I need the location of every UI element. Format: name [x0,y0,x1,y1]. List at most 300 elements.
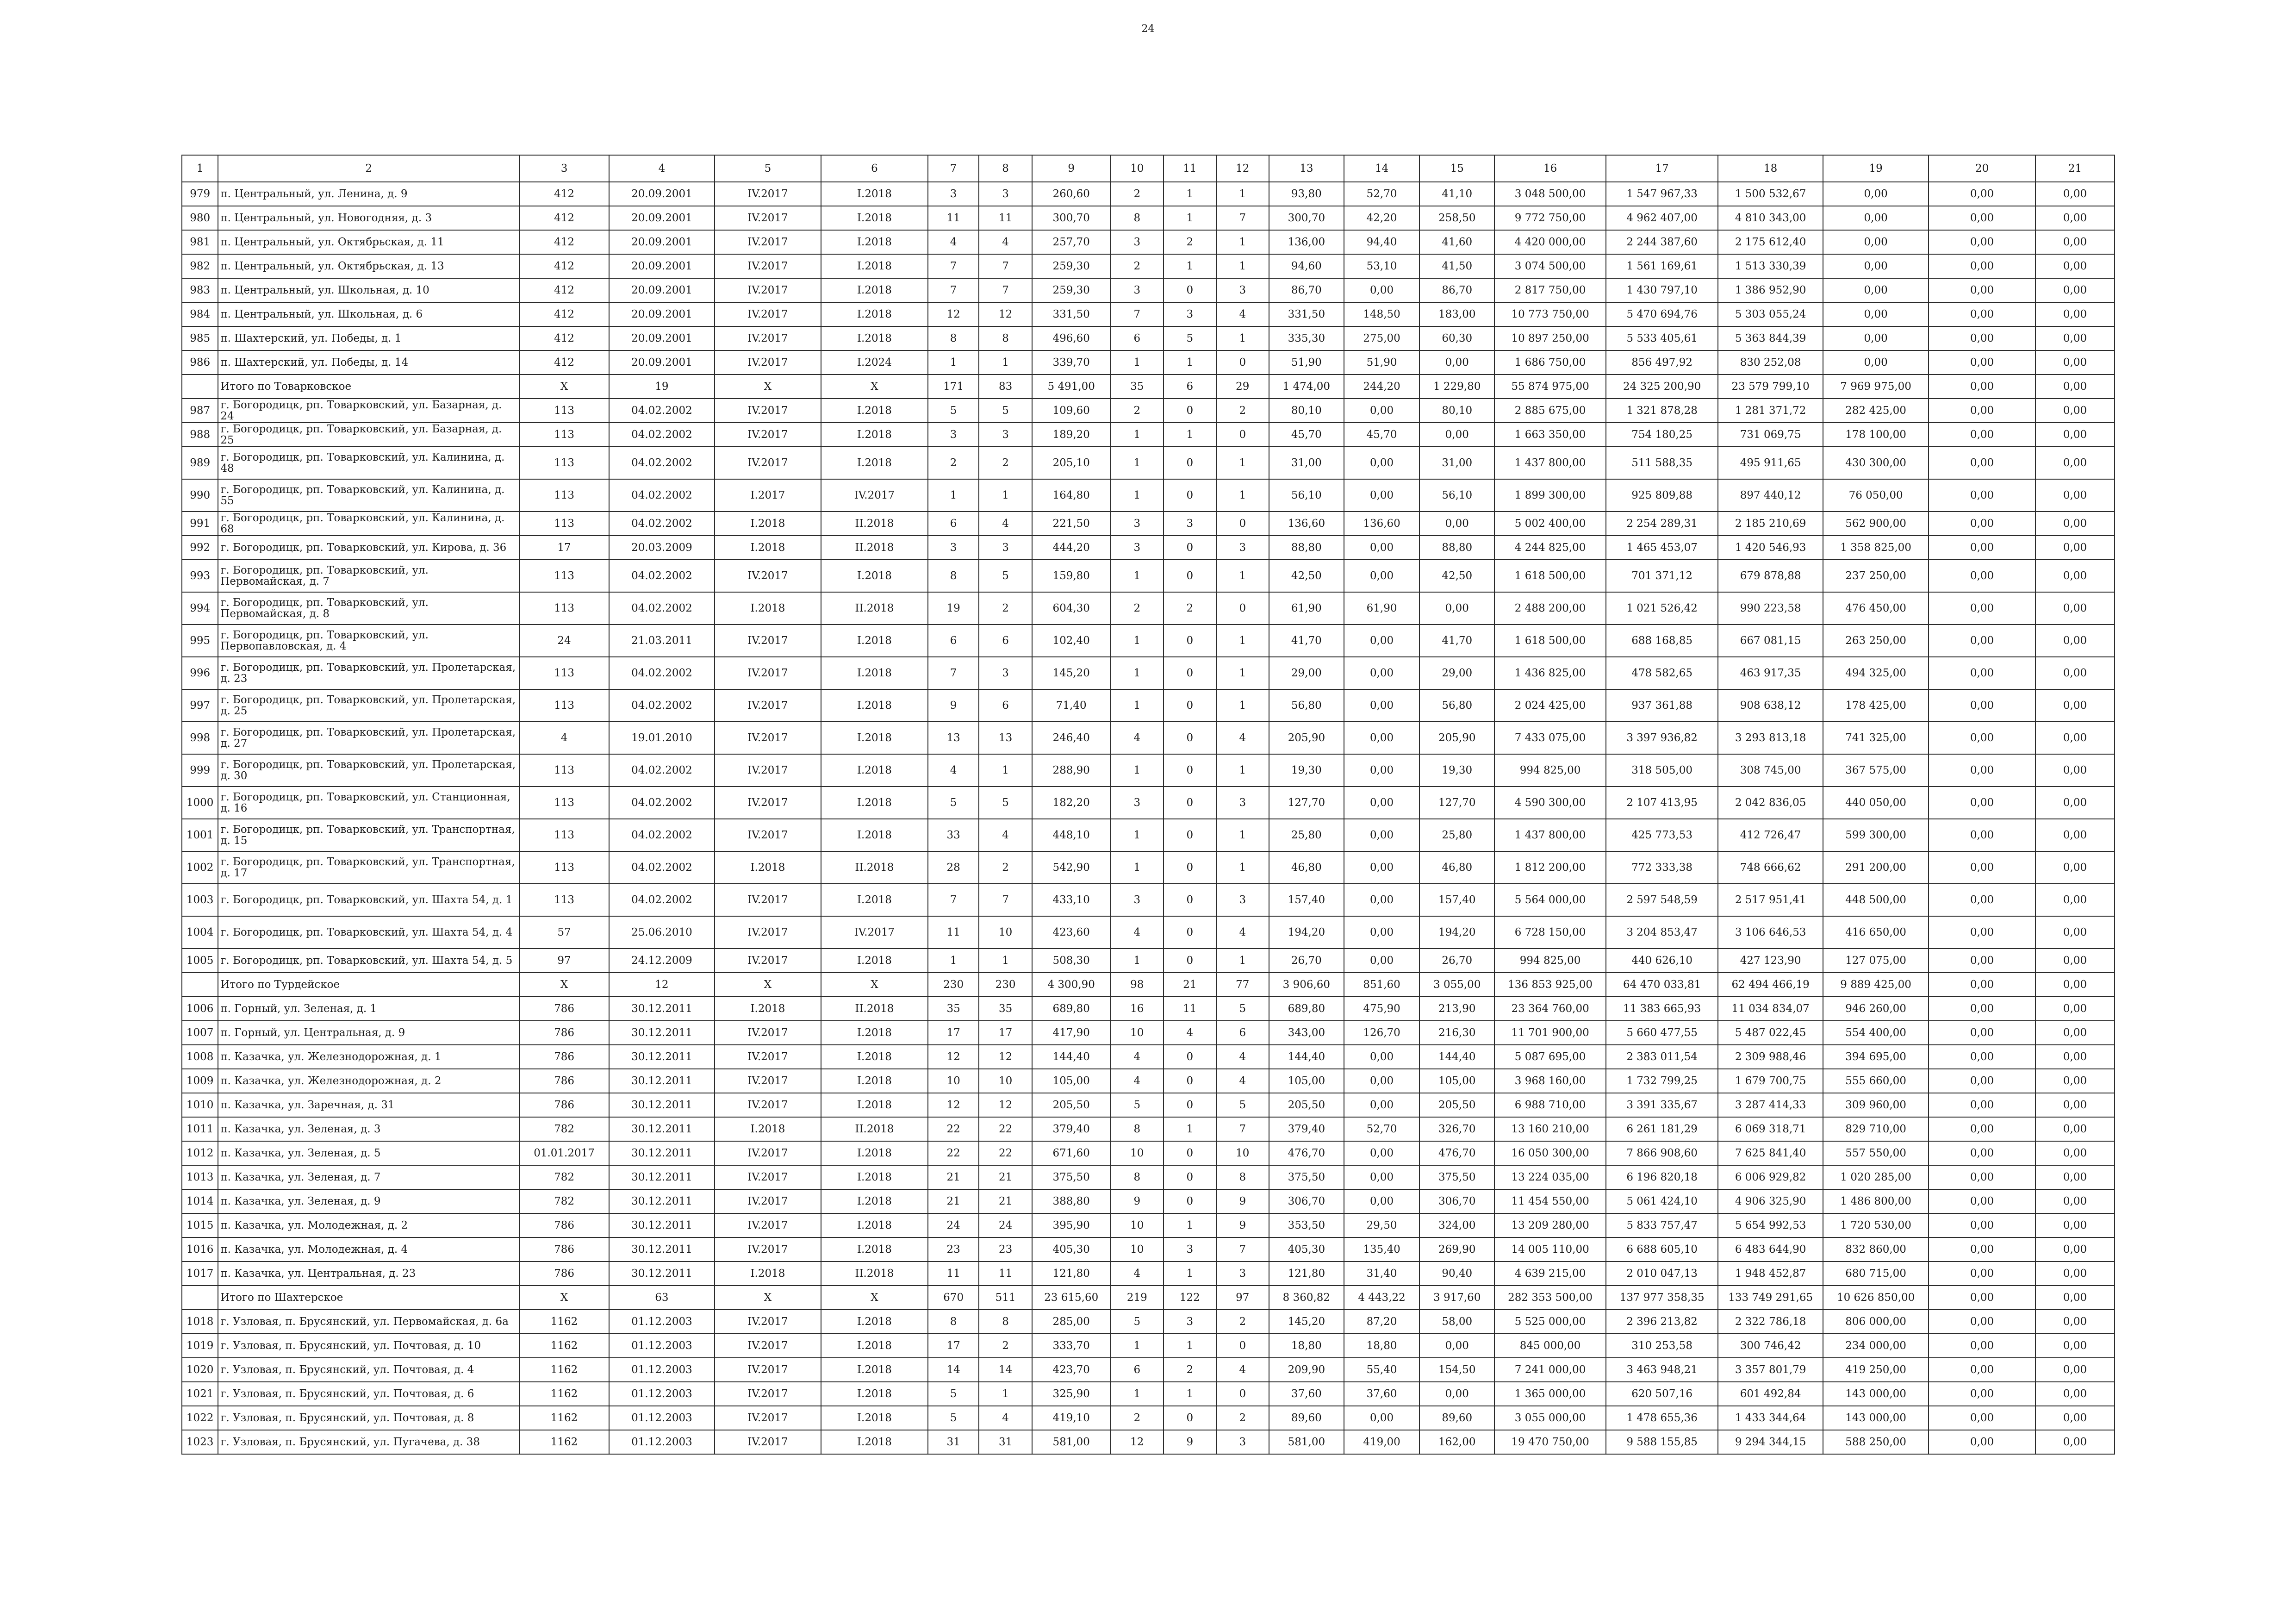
column-header-16: 16 [1494,155,1606,182]
value-cell: 0,00 [1419,1334,1494,1358]
value-cell: 0,00 [1929,851,2035,884]
value-cell: 0,00 [1929,1141,2035,1165]
value-cell: I.2018 [821,1045,928,1069]
value-cell: 0 [1164,399,1216,423]
value-cell: 9 [1216,1189,1269,1213]
value-cell: 0,00 [2035,278,2115,302]
value-cell: 5 [1111,1310,1164,1334]
value-cell: 4 [1111,722,1164,754]
value-cell: IV.2017 [715,230,821,254]
address-cell: г. Богородицк, рп. Товарковский, ул. Пролетарская, д. 23 [218,657,519,689]
value-cell: 14 [979,1358,1032,1382]
address-cell: г. Богородицк, рп. Товарковский, ул. Пролетарская, д. 25 [218,689,519,722]
value-cell: 22 [928,1117,979,1141]
value-cell: 76 050,00 [1823,479,1929,512]
address-cell: Итого по Товарковское [218,375,519,399]
value-cell: X [821,973,928,997]
value-cell: 25,80 [1269,819,1344,851]
value-cell: 4 [979,1406,1032,1430]
value-cell: 30.12.2011 [609,1165,715,1189]
value-cell: 511 588,35 [1606,447,1718,479]
row-number: 1022 [182,1406,218,1430]
address-cell: г. Богородицк, рп. Товарковский, ул. Калинина, д. 55 [218,479,519,512]
value-cell: I.2018 [821,1165,928,1189]
value-cell: 2 309 988,46 [1718,1045,1823,1069]
value-cell: 476 450,00 [1823,592,1929,625]
value-cell: 21 [979,1165,1032,1189]
value-cell: 2 [1111,592,1164,625]
value-cell: 829 710,00 [1823,1117,1929,1141]
value-cell: 04.02.2002 [609,819,715,851]
value-cell: 3 [1216,787,1269,819]
table-row [182,326,2115,350]
address-cell: п. Казачка, ул. Зеленая, д. 7 [218,1165,519,1189]
value-cell: 9 772 750,00 [1494,206,1606,230]
value-cell: 1 899 300,00 [1494,479,1606,512]
value-cell: 1 436 825,00 [1494,657,1606,689]
value-cell: 786 [519,1045,609,1069]
value-cell: IV.2017 [715,206,821,230]
value-cell: 0 [1164,625,1216,657]
value-cell: 1 [1111,851,1164,884]
value-cell: 46,80 [1269,851,1344,884]
address-cell: п. Центральный, ул. Школьная, д. 6 [218,302,519,326]
value-cell: IV.2017 [715,1093,821,1117]
value-cell: 25,80 [1419,819,1494,851]
row-number: 993 [182,560,218,592]
value-cell: 19,30 [1419,754,1494,787]
table-row [182,479,2115,512]
value-cell: 0,00 [2035,479,2115,512]
value-cell: 440 050,00 [1823,787,1929,819]
value-cell: 1 [1216,819,1269,851]
row-number [182,973,218,997]
subtotal-row [182,1286,2115,1310]
row-number: 991 [182,512,218,536]
value-cell: 2 [1164,230,1216,254]
value-cell: 786 [519,1237,609,1262]
value-cell: 1 [1216,254,1269,278]
value-cell: 98 [1111,973,1164,997]
value-cell: 0,00 [2035,1310,2115,1334]
value-cell: 2 175 612,40 [1718,230,1823,254]
row-number: 1011 [182,1117,218,1141]
value-cell: 1 686 750,00 [1494,350,1606,375]
column-header-10: 10 [1111,155,1164,182]
value-cell: 46,80 [1419,851,1494,884]
value-cell: 1 465 453,07 [1606,536,1718,560]
address-cell: г. Богородицк, рп. Товарковский, ул. Пролетарская, д. 30 [218,754,519,787]
row-number: 1003 [182,884,218,916]
value-cell: 2 [1111,254,1164,278]
value-cell: IV.2017 [715,182,821,206]
value-cell: 554 400,00 [1823,1021,1929,1045]
value-cell: 405,30 [1032,1237,1111,1262]
value-cell: 0,00 [1929,350,2035,375]
value-cell: 925 809,88 [1606,479,1718,512]
value-cell: 0,00 [1344,754,1420,787]
value-cell: 71,40 [1032,689,1111,722]
row-number: 979 [182,182,218,206]
value-cell: 0,00 [2035,1237,2115,1262]
value-cell: 2 244 387,60 [1606,230,1718,254]
value-cell: 58,00 [1419,1310,1494,1334]
value-cell: 1 430 797,10 [1606,278,1718,302]
value-cell: 448 500,00 [1823,884,1929,916]
value-cell: 31 [928,1430,979,1454]
value-cell: 3 [1216,884,1269,916]
value-cell: 22 [979,1117,1032,1141]
row-number: 997 [182,689,218,722]
value-cell: 1 [1216,754,1269,787]
value-cell: 30.12.2011 [609,1117,715,1141]
value-cell: 0,00 [1419,350,1494,375]
value-cell: IV.2017 [715,326,821,350]
row-number: 996 [182,657,218,689]
value-cell: 2 517 951,41 [1718,884,1823,916]
column-header-8: 8 [979,155,1032,182]
row-number: 984 [182,302,218,326]
value-cell: 1 [1216,447,1269,479]
value-cell: 1 732 799,25 [1606,1069,1718,1093]
value-cell: 4 [979,512,1032,536]
value-cell: 6 988 710,00 [1494,1093,1606,1117]
address-cell: г. Богородицк, рп. Товарковский, ул. Первомайская, д. 7 [218,560,519,592]
value-cell: 29,50 [1344,1213,1420,1237]
value-cell: 0 [1164,884,1216,916]
value-cell: 331,50 [1269,302,1344,326]
value-cell: 0 [1164,447,1216,479]
value-cell: 0,00 [2035,625,2115,657]
value-cell: 0,00 [2035,1045,2115,1069]
value-cell: 4 [1216,722,1269,754]
value-cell: 667 081,15 [1718,625,1823,657]
column-header-3: 3 [519,155,609,182]
address-cell: г. Богородицк, рп. Товарковский, ул. Шахта 54, д. 5 [218,949,519,973]
value-cell: 143 000,00 [1823,1382,1929,1406]
value-cell: 5 [1111,1093,1164,1117]
value-cell: 388,80 [1032,1189,1111,1213]
value-cell: IV.2017 [715,1069,821,1093]
table-row [182,787,2115,819]
value-cell: 0,00 [1823,254,1929,278]
value-cell: 0,00 [1929,1189,2035,1213]
value-cell: 12 [928,1045,979,1069]
value-cell: 0,00 [1929,512,2035,536]
value-cell: 5 470 694,76 [1606,302,1718,326]
value-cell: 282 425,00 [1823,399,1929,423]
value-cell: 4 962 407,00 [1606,206,1718,230]
value-cell: 6 [979,689,1032,722]
value-cell: 28 [928,851,979,884]
value-cell: 331,50 [1032,302,1111,326]
value-cell: IV.2017 [715,278,821,302]
value-cell: 476,70 [1269,1141,1344,1165]
table-row [182,1406,2115,1430]
value-cell: I.2018 [821,1358,928,1382]
value-cell: 5 [928,787,979,819]
value-cell: 23 615,60 [1032,1286,1111,1310]
column-header-1: 1 [182,155,218,182]
value-cell: 244,20 [1344,375,1420,399]
value-cell: 30.12.2011 [609,1141,715,1165]
value-cell: 41,70 [1269,625,1344,657]
value-cell: 741 325,00 [1823,722,1929,754]
value-cell: 6 [928,625,979,657]
value-cell: 1 500 532,67 [1718,182,1823,206]
value-cell: 688 168,85 [1606,625,1718,657]
value-cell: 0,00 [1344,689,1420,722]
value-cell: I.2018 [821,1406,928,1430]
value-cell: 12 [928,1093,979,1117]
value-cell: IV.2017 [715,657,821,689]
value-cell: 17 [519,536,609,560]
value-cell: 42,50 [1419,560,1494,592]
value-cell: 494 325,00 [1823,657,1929,689]
value-cell: 300,70 [1032,206,1111,230]
value-cell: 17 [979,1021,1032,1045]
value-cell: 379,40 [1269,1117,1344,1141]
table-row [182,689,2115,722]
value-cell: 1 437 800,00 [1494,819,1606,851]
value-cell: 17 [928,1334,979,1358]
value-cell: 0 [1216,423,1269,447]
value-cell: 0,00 [2035,512,2115,536]
value-cell: 2 322 786,18 [1718,1310,1823,1334]
value-cell: 121,80 [1269,1262,1344,1286]
value-cell: 31,00 [1269,447,1344,479]
table-body [182,182,2115,1454]
value-cell: 5 [1216,1093,1269,1117]
value-cell: 144,40 [1419,1045,1494,1069]
value-cell: 3 048 500,00 [1494,182,1606,206]
value-cell: 01.12.2003 [609,1334,715,1358]
column-header-12: 12 [1216,155,1269,182]
row-number: 1019 [182,1334,218,1358]
value-cell: 412 [519,206,609,230]
value-cell: 30.12.2011 [609,1021,715,1045]
value-cell: 0 [1164,689,1216,722]
value-cell: 1 420 546,93 [1718,536,1823,560]
value-cell: 1 486 800,00 [1823,1189,1929,1213]
value-cell: 23 364 760,00 [1494,997,1606,1021]
value-cell: 1 [1111,479,1164,512]
value-cell: 182,20 [1032,787,1111,819]
value-cell: 325,90 [1032,1382,1111,1406]
value-cell: 1 478 655,36 [1606,1406,1718,1430]
value-cell: 0,00 [1344,479,1420,512]
value-cell: 496,60 [1032,326,1111,350]
value-cell: 51,90 [1344,350,1420,375]
value-cell: 77 [1216,973,1269,997]
value-cell: 5 660 477,55 [1606,1021,1718,1045]
value-cell: 5 [979,560,1032,592]
address-cell: г. Богородицк, рп. Товарковский, ул. Первомайская, д. 8 [218,592,519,625]
value-cell: 1 [1216,625,1269,657]
value-cell: 375,50 [1032,1165,1111,1189]
value-cell: 1 663 350,00 [1494,423,1606,447]
value-cell: 405,30 [1269,1237,1344,1262]
value-cell: 11 454 550,00 [1494,1189,1606,1213]
row-number: 1016 [182,1237,218,1262]
value-cell: 0,00 [1929,423,2035,447]
value-cell: 419 250,00 [1823,1358,1929,1382]
value-cell: 24 [979,1213,1032,1237]
value-cell: 3 [979,423,1032,447]
value-cell: 113 [519,479,609,512]
value-cell: I.2018 [821,1430,928,1454]
value-cell: IV.2017 [715,302,821,326]
row-number: 1008 [182,1045,218,1069]
value-cell: 0,00 [1929,1262,2035,1286]
value-cell: IV.2017 [715,1310,821,1334]
value-cell: 24 [519,625,609,657]
value-cell: 1 [979,479,1032,512]
value-cell: 4 [1216,1069,1269,1093]
value-cell: 1 948 452,87 [1718,1262,1823,1286]
value-cell: 620 507,16 [1606,1382,1718,1406]
row-number: 989 [182,447,218,479]
value-cell: 29 [1216,375,1269,399]
table-row [182,560,2115,592]
value-cell: 11 [928,916,979,949]
value-cell: IV.2017 [715,949,821,973]
value-cell: 0,00 [1344,447,1420,479]
value-cell: 102,40 [1032,625,1111,657]
value-cell: 8 [928,1310,979,1334]
value-cell: IV.2017 [715,1406,821,1430]
value-cell: 310 253,58 [1606,1334,1718,1358]
value-cell: 588 250,00 [1823,1430,1929,1454]
value-cell: 8 [1111,1165,1164,1189]
value-cell: 16 [1111,997,1164,1021]
value-cell: 1162 [519,1358,609,1382]
value-cell: 12 [1111,1430,1164,1454]
table-row [182,1382,2115,1406]
table-row [182,1262,2115,1286]
value-cell: 9 294 344,15 [1718,1430,1823,1454]
value-cell: 133 749 291,65 [1718,1286,1823,1310]
value-cell: 113 [519,884,609,916]
value-cell: 0 [1216,1382,1269,1406]
value-cell: 1 [979,1382,1032,1406]
value-cell: 0,00 [1344,1406,1420,1430]
value-cell: 45,70 [1344,423,1420,447]
value-cell: 1 [1111,625,1164,657]
value-cell: 2 [979,1334,1032,1358]
value-cell: 3 204 853,47 [1606,916,1718,949]
value-cell: 1162 [519,1430,609,1454]
value-cell: 178 425,00 [1823,689,1929,722]
value-cell: 31,00 [1419,447,1494,479]
value-cell: 0,00 [1344,1189,1420,1213]
value-cell: 475,90 [1344,997,1420,1021]
value-cell: 3 [1111,884,1164,916]
row-number: 1023 [182,1430,218,1454]
value-cell: 13 209 280,00 [1494,1213,1606,1237]
value-cell: 1 020 285,00 [1823,1165,1929,1189]
value-cell: 19.01.2010 [609,722,715,754]
value-cell: 508,30 [1032,949,1111,973]
value-cell: 5 363 844,39 [1718,326,1823,350]
value-cell: 908 638,12 [1718,689,1823,722]
value-cell: 1 433 344,64 [1718,1406,1823,1430]
value-cell: 0,00 [1344,278,1420,302]
table-row [182,230,2115,254]
value-cell: I.2018 [715,1117,821,1141]
value-cell: 326,70 [1419,1117,1494,1141]
value-cell: 0,00 [1929,1286,2035,1310]
column-header-17: 17 [1606,155,1718,182]
value-cell: 0,00 [1823,350,1929,375]
table-row [182,254,2115,278]
value-cell: 97 [519,949,609,973]
value-cell: 0,00 [2035,1141,2115,1165]
value-cell: 2 [1164,1358,1216,1382]
value-cell: 1 [1111,350,1164,375]
value-cell: 5 [979,399,1032,423]
value-cell: 0,00 [1929,689,2035,722]
value-cell: 412 [519,182,609,206]
value-cell: X [715,973,821,997]
table-row [182,754,2115,787]
row-number: 1002 [182,851,218,884]
value-cell: 335,30 [1269,326,1344,350]
value-cell: 30.12.2011 [609,1093,715,1117]
value-cell: 309 960,00 [1823,1093,1929,1117]
table-row [182,1165,2115,1189]
value-cell: 9 [1216,1213,1269,1237]
table-row [182,512,2115,536]
value-cell: IV.2017 [715,1141,821,1165]
value-cell: 23 579 799,10 [1718,375,1823,399]
value-cell: 427 123,90 [1718,949,1823,973]
value-cell: 1 [1111,1382,1164,1406]
value-cell: I.2018 [821,1310,928,1334]
value-cell: 113 [519,689,609,722]
value-cell: 300,70 [1269,206,1344,230]
value-cell: 11 383 665,93 [1606,997,1718,1021]
value-cell: 511 [979,1286,1032,1310]
value-cell: 1 [1111,949,1164,973]
value-cell: 4 639 215,00 [1494,1262,1606,1286]
value-cell: 3 397 936,82 [1606,722,1718,754]
value-cell: 97 [1216,1286,1269,1310]
value-cell: 62 494 466,19 [1718,973,1823,997]
table-row [182,1045,2115,1069]
value-cell: 1 [1164,1117,1216,1141]
value-cell: 3 [979,657,1032,689]
value-cell: 1 [1111,689,1164,722]
value-cell: 1 [1111,819,1164,851]
value-cell: 1 [1216,851,1269,884]
value-cell: 0,00 [1419,1382,1494,1406]
value-cell: 0,00 [2035,1358,2115,1382]
value-cell: I.2018 [821,1334,928,1358]
value-cell: 0,00 [1929,819,2035,851]
value-cell: 3 [1164,512,1216,536]
value-cell: 2 [1216,1406,1269,1430]
value-cell: 194,20 [1419,916,1494,949]
value-cell: 3 [1216,1262,1269,1286]
value-cell: 2 185 210,69 [1718,512,1823,536]
value-cell: 0,00 [2035,399,2115,423]
value-cell: IV.2017 [821,916,928,949]
value-cell: 136,00 [1269,230,1344,254]
value-cell: 5 833 757,47 [1606,1213,1718,1237]
value-cell: 282 353 500,00 [1494,1286,1606,1310]
value-cell: 1 [1216,689,1269,722]
